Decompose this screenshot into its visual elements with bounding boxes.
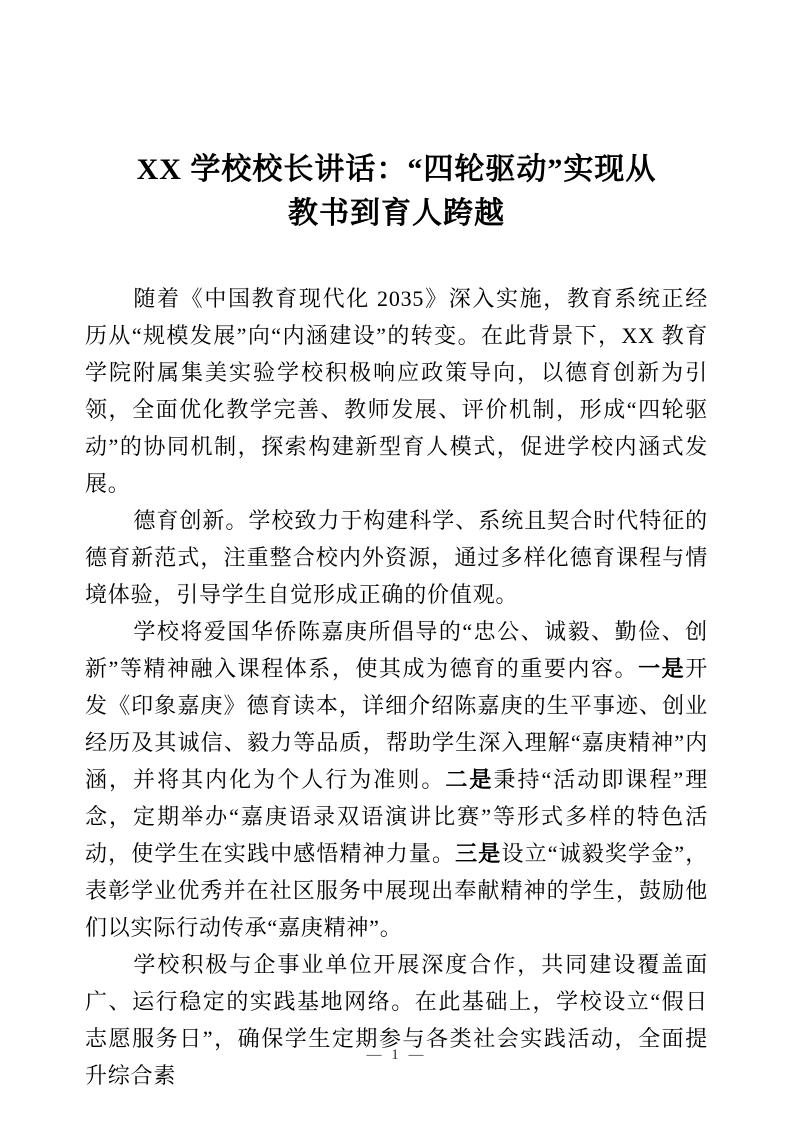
document-title (85, 148, 708, 236)
jiageng-lead-text: 学校将爱国华侨陈嘉庚所倡导的“忠公、诚毅、勤俭、创新”等精神融入课程体系，使其成为德育的重要内容。 (85, 619, 708, 681)
document-body (85, 280, 708, 1094)
title-line-1: XX 学校校长讲话：“四轮驱动”实现从 (136, 153, 657, 186)
jiageng-marker-3: 三是 (455, 841, 502, 866)
page-footer (0, 1046, 793, 1064)
paragraph-jiageng-spirit (85, 613, 708, 946)
page-number: — 1 — (366, 1047, 427, 1063)
jiageng-segment-1: 开发《印象嘉庚》德育读本，详细介绍陈嘉庚的生平事迹、创业经历及其诚信、毅力等品质，帮助学生深入理解“嘉庚精神”内涵，并将其内化为个人行为准则。 (85, 656, 708, 792)
jiageng-segment-3: 设立“诚毅奖学金”，表彰学业优秀并在社区服务中展现出奉献精神的学生，鼓励他们以实际行动传承“嘉庚精神”。 (85, 841, 708, 940)
paragraph-moral-innovation: 德育创新。学校致力于构建科学、系统且契合时代特征的德育新范式，注重整合校内外资源，通过多样化德育课程与情境体验，引导学生自觉形成正确的价值观。 (85, 508, 708, 607)
jiageng-marker-1: 一是 (638, 656, 686, 681)
title-line-2: 教书到育人跨越 (288, 197, 505, 230)
jiageng-segment-2: 秉持“活动即课程”理念，定期举办“嘉庚语录双语演讲比赛”等形式多样的特色活动，使学生在实践中感悟精神力量。 (85, 767, 708, 866)
jiageng-marker-2: 二是 (445, 767, 494, 792)
paragraph-intro: 随着《中国教育现代化 2035》深入实施，教育系统正经历从“规模发展”向“内涵建设”的转变。在此背景下，XX 教育学院附属集美实验学校积极响应政策导向，以德育创新为引领，全面优化教学完善、教师发展、评价机制，形成“四轮驱动”的协同机制，探索构建新型育人模式，促进学校内涵式发展。 (85, 286, 708, 496)
paragraph-practice-base: 学校积极与企事业单位开展深度合作，共同建设覆盖面广、运行稳定的实践基地网络。在此基础上，学校设立“假日志愿服务日”，确保学生定期参与各类社会实践活动，全面提升综合素 (85, 952, 708, 1088)
